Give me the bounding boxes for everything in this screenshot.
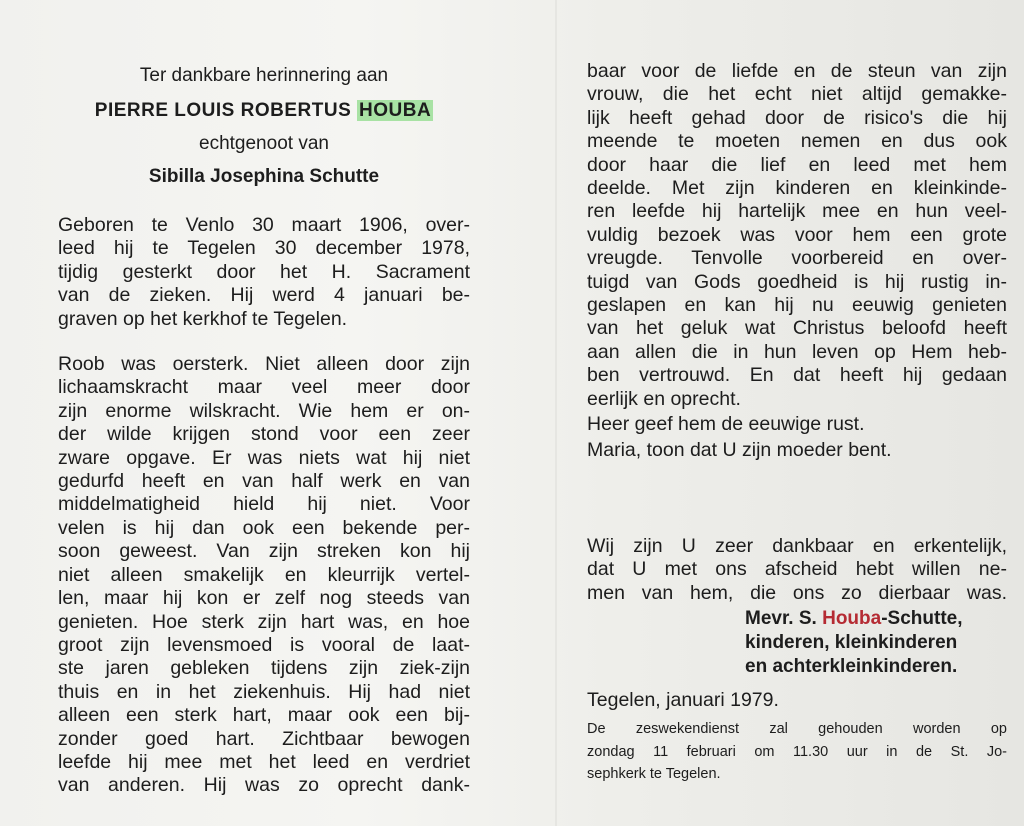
text-line: leed hij te Tegelen 30 december 1978, <box>58 237 470 260</box>
text-line: Roob was oersterk. Niet alleen door zijn <box>58 353 470 376</box>
text-line: Geboren te Venlo 30 maart 1906, over- <box>58 214 470 236</box>
text-line: middelmatigheid hield hij niet. Voor <box>58 493 470 516</box>
place-date: Tegelen, januari 1979. <box>587 689 779 712</box>
text-line: meende te moeten nemen en dus ook <box>587 130 1007 153</box>
memorial-service-notice <box>587 718 1007 786</box>
text-line: len, maar hij kon er zelf nog steeds van <box>58 587 470 610</box>
spouse-name: Sibilla Josephina Schutte <box>148 166 380 187</box>
right-column <box>587 60 1007 786</box>
signer-surname-highlight: Houba <box>822 608 882 630</box>
text-line: zware opgave. Er was niets wat hij niet <box>58 446 470 469</box>
text-line: zonder goed hart. Zichtbaar bewogen <box>58 727 470 750</box>
intro-line: Ter dankbare herinnering aan <box>139 65 389 86</box>
character-paragraph <box>58 353 470 798</box>
text-line: ben vertrouwd. En dat heeft hij gedaan <box>587 364 1007 387</box>
signer-line-2: kinderen, kleinkinderen <box>745 632 958 654</box>
text-line: De zeswekendienst zal gehouden worden op <box>587 721 1007 738</box>
continuation-paragraph <box>587 60 1007 462</box>
text-line: zijn enorme wilskracht. Wie hem er on- <box>58 399 470 422</box>
text-line: alleen een sterk hart, maar ook een bij- <box>58 704 470 727</box>
deceased-name <box>58 95 470 126</box>
text-line: men van hem, die ons zo dierbaar was. <box>587 581 1007 604</box>
text-line: baar voor de liefde en de steun van zijn <box>587 60 1007 82</box>
text-line: tijdig gesterkt door het H. Sacrament <box>58 260 470 283</box>
card-fold <box>555 0 557 826</box>
text-line: graven op het kerkhof te Tegelen. <box>58 307 348 330</box>
text-line: dat U met ons afscheid hebt willen ne- <box>587 558 1007 581</box>
text-line: groot zijn levensmoed is vooral de laat- <box>58 633 470 656</box>
text-line: velen is hij dan ook een bekende per- <box>58 516 470 539</box>
text-line: van anderen. Hij was zo oprecht dank- <box>58 774 470 797</box>
signer-line-1 <box>745 607 1007 631</box>
signers-block <box>745 607 1007 679</box>
text-line: tuigd van Gods goedheid is hij rustig in- <box>587 270 1007 293</box>
text-line: niet alleen smakelijk en kleurrijk vertel- <box>58 563 470 586</box>
signer-suffix: -Schutte, <box>881 608 963 630</box>
text-line: ren leefde hij hartelijk mee en hun veel- <box>587 200 1007 223</box>
surname-highlight: HOUBA <box>359 100 432 121</box>
text-line: vrouw, die het echt niet altijd gemakke- <box>587 83 1007 106</box>
text-line: der wilde krijgen stond voor een zeer <box>58 423 470 446</box>
text-line: lichaamskracht maar veel meer door <box>58 376 470 399</box>
signer-prefix: Mevr. S. <box>745 608 817 630</box>
text-line: thuis en in het ziekenhuis. Hij had niet <box>58 680 470 703</box>
text-line: genieten. Hoe sterk zijn hart was, en hoe <box>58 610 470 633</box>
thanks-paragraph <box>587 535 1007 605</box>
text-line: lijk heeft gehad door de risico's die hij <box>587 106 1007 129</box>
text-line: sephkerk te Tegelen. <box>587 766 721 783</box>
text-line: ste jaren gebleken tijdens zijn ziek-zijn <box>58 657 470 680</box>
prayer-line: Heer geef hem de eeuwige rust. <box>587 413 865 436</box>
birth-death-paragraph <box>58 214 470 331</box>
prayer-line: Maria, toon dat U zijn moeder bent. <box>587 438 892 461</box>
signer-line-3: en achterkleinkinderen. <box>745 656 958 678</box>
text-line: vreugde. Tenvolle voorbereid en over- <box>587 247 1007 270</box>
spouse-intro: echtgenoot van <box>199 133 329 154</box>
text-line: gedurfd heeft en van half werk en van <box>58 470 470 493</box>
text-line: vuldig bezoek was voor hem een grote <box>587 223 1007 246</box>
text-line: aan allen die in hun leven op Hem heb- <box>587 340 1007 363</box>
text-line: Wij zijn U zeer dankbaar en erkentelijk, <box>587 534 1007 557</box>
text-line: geslapen en kan hij nu eeuwig genieten <box>587 294 1007 317</box>
text-line: eerlijk en oprecht. <box>587 387 741 410</box>
text-line: leefde hij mee met het leed en verdriet <box>58 750 470 773</box>
text-line: van het geluk wat Christus beloofd heeft <box>587 317 1007 340</box>
name-prefix: PIERRE LOUIS ROBERTUS <box>94 100 352 121</box>
text-line: soon geweest. Van zijn streken kon hij <box>58 540 470 563</box>
left-column <box>58 60 470 798</box>
text-line: deelde. Met zijn kinderen en kleinkinde- <box>587 177 1007 200</box>
text-line: van de zieken. Hij werd 4 januari be- <box>58 284 470 307</box>
text-line: door haar die lief en leed met hem <box>587 153 1007 176</box>
text-line: zondag 11 februari om 11.30 uur in de St. Jo- <box>587 743 1007 760</box>
